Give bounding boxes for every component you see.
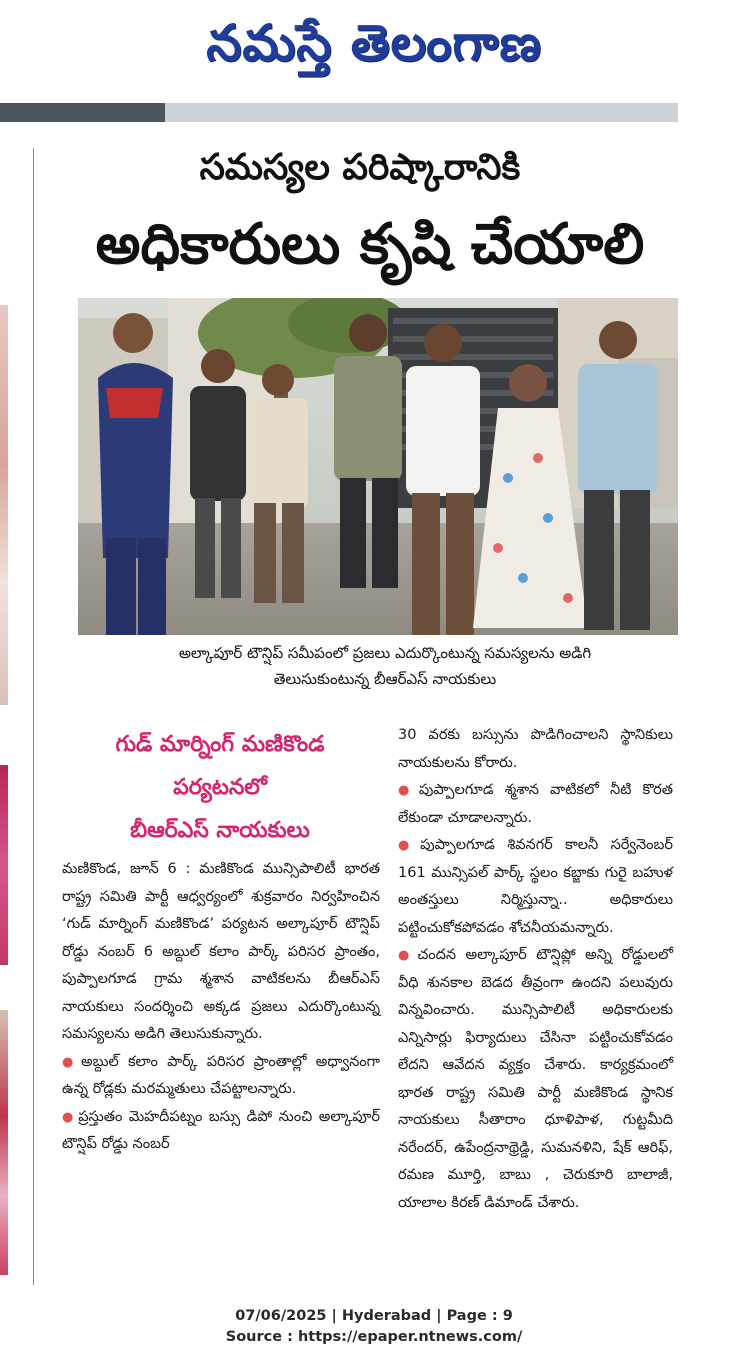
header-rule-dark — [0, 103, 165, 122]
article-column-right — [398, 722, 673, 1217]
article-paragraph: ● ప్రస్తుతం మెహదీపట్నం బస్సు డిపో నుంచి అల్కాపూర్ టౌన్షిప్ రోడ్డు నంబర్ — [62, 1108, 381, 1152]
photo-caption-line-1: అల్కాపూర్ టౌన్షిప్ సమీపంలో ప్రజలు ఎదుర్కొంటున్న సమస్యలను అడిగి — [178, 644, 592, 662]
kicker-line-2: పర్యటనలో — [173, 775, 267, 800]
article-paragraph: ● పుప్పాలగూడ శివనగర్ కాలనీ సర్వేనెంబర్ 161 మున్సిపల్ పార్క్ స్థలం కబ్జాకు గురై బహుళ అంతస్తులు నిర్మిస్తున్నా.. అధికారులు పట్టించుకోకపోవడం శోచనీయమన్నారు. — [398, 837, 673, 936]
bullet-icon: ● — [398, 783, 416, 798]
article-paragraph: మణికొండ, జూన్ 6 : మణికొండ మున్సిపాలిటీ భారత రాష్ట్ర సమితి పార్టీ ఆధ్వర్యంలో శుక్రవారం నిర్వహించిన ‘గుడ్ మార్నింగ్ మణికొండ’ పర్యటన అల్కాపూర్ టౌన్షిప్ రోడ్డు నంబర్ 6 అబ్దుల్ కలాం పార్క్ పరిసర ప్రాంతం, పుప్పాలగూడ గ్రామ శ్మశాన వాటికలను బీఆర్ఎస్ నాయకులు సందర్శించి అక్కడ ప్రజలు ఎదుర్కొంటున్న సమస్యలను అడిగి తెలుసుకున్నారు. — [62, 861, 380, 1042]
headline-line-2: అధికారులు కృషి చేయాలి — [95, 212, 645, 277]
article-paragraph: ● చందన అల్కాపూర్ టౌన్షిప్లో అన్ని రోడ్డులలో వీధి శునకాల బెడద తీవ్రంగా ఉందని పలువురు విన్నవించారు. మున్సిపాలిటీ అధికారులకు ఎన్నిసార్లు ఫిర్యాదులు చేసినా పట్టించుకోవడం లేదని ఆవేదన వ్యక్తం చేశారు. కార్యక్రమంలో భారత రాష్ట్ర సమితి పార్టీ మణికొండ స్థానిక నాయకులు సీతారాం ధూళిపాళ, గుట్టమీది నరేందర్, ఉపేంద్రనాథ్రెడ్డి, సుమనళిని, షేక్ ఆరిఫ్, రమణ మూర్తి, బాబు , చెరుకూరి బాలాజీ, యాలాల కిరణ్ డిమాండ్ చేశారు. — [398, 947, 673, 1211]
header-rule-light — [165, 103, 678, 122]
article-paragraph: 30 వరకు బస్సును పొడిగించాలని స్థానికులు నాయకులను కోరారు. — [398, 727, 673, 771]
adjacent-page-edge — [0, 1010, 8, 1275]
adjacent-page-edge — [0, 305, 8, 705]
bullet-icon: ● — [62, 1109, 76, 1125]
footer-source-link[interactable]: Source : https://epaper.ntnews.com/ — [225, 1329, 523, 1345]
bullet-icon: ● — [62, 1054, 78, 1070]
news-photo-illustration — [78, 298, 678, 635]
adjacent-page-edge — [0, 765, 8, 965]
column-divider — [33, 148, 34, 1285]
photo-caption-line-2: తెలుసుకుంటున్న బీఆర్ఎస్ నాయకులు — [273, 670, 497, 688]
photo-caption — [95, 640, 675, 692]
headline-line-1: సమస్యల పరిష్కారానికి — [199, 147, 521, 188]
masthead — [0, 0, 748, 100]
page-footer — [0, 1306, 748, 1348]
bullet-icon: ● — [398, 948, 415, 963]
news-photo — [78, 298, 678, 635]
article-paragraph: ● అబ్దుల్ కలాం పార్క్ పరిసర ప్రాంతాల్లో అధ్వానంగా ఉన్న రోడ్లకు మరమ్మతులు చేపట్టాలన్నారు. — [62, 1053, 380, 1097]
kicker-line-1: గుడ్ మార్నింగ్ మణికొండ — [115, 732, 325, 757]
bullet-icon: ● — [398, 838, 418, 853]
article-column-left — [62, 856, 380, 1159]
kicker-line-3: బీఆర్ఎస్ నాయకులు — [130, 818, 310, 843]
footer-date-location: 07/06/2025 | Hyderabad | Page : 9 — [235, 1308, 513, 1324]
masthead-title: నమస్తే తెలంగాణ — [206, 13, 542, 72]
article-paragraph: ● పుప్పాలగూడ శ్మశాన వాటికలో నీటి కొరత లేకుండా చూడాలన్నారు. — [398, 782, 673, 826]
